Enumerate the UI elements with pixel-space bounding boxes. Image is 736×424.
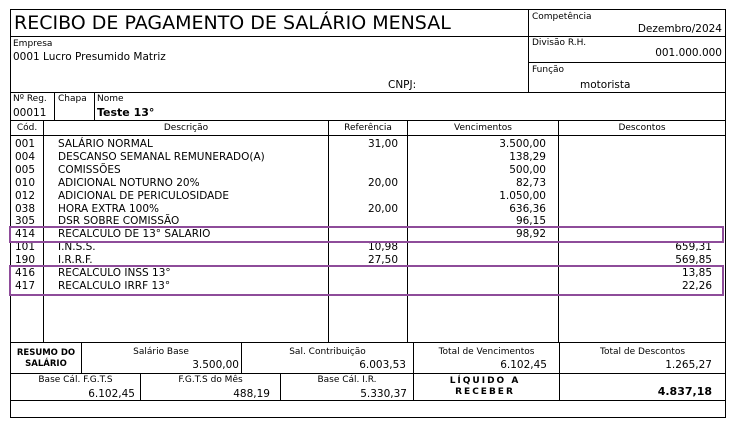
fgts-mes-label: F.G.T.S do Mês: [178, 375, 243, 385]
row-cod: 001: [15, 138, 36, 150]
funcao-label: Função: [532, 65, 565, 75]
reg-label: Nº Reg.: [13, 94, 47, 104]
row-cod: 004: [15, 151, 36, 163]
row-ref: 27,50: [367, 254, 398, 266]
row-cod: 012: [15, 190, 36, 202]
row-desc: I.N.S.S.: [58, 241, 96, 253]
row-cod: 190: [15, 254, 36, 266]
total-desc-value: 1.265,27: [665, 359, 712, 371]
col-header-descricao: Descrição: [163, 123, 209, 133]
row-venc: 500,00: [509, 164, 546, 176]
row-ref: 20,00: [367, 177, 398, 189]
row-ref: 10,98: [367, 241, 398, 253]
funcao-value: motorista: [580, 79, 631, 91]
row-desc: ADICIONAL NOTURNO 20%: [58, 177, 200, 189]
base-fgts-value: 6.102,45: [88, 388, 135, 400]
row-cod: 005: [15, 164, 36, 176]
col-header-vencimentos: Vencimentos: [454, 123, 512, 133]
row-cod: 417: [15, 280, 36, 292]
base-ir-label: Base Cál. I.R.: [317, 375, 377, 385]
row-desc: RECALCULO DE 13° SALARIO: [58, 228, 211, 240]
row-desc: DESCANSO SEMANAL REMUNERADO(A): [58, 151, 265, 163]
col-header-referencia: Referência: [344, 123, 392, 133]
total-desc-label: Total de Descontos: [599, 347, 686, 357]
highlight-box-13-salario: [9, 226, 724, 243]
divisao-label: Divisão R.H.: [532, 38, 587, 48]
liquido-label: LÍQUIDO A RECEBER: [449, 376, 521, 397]
salario-base-value: 3.500,00: [192, 359, 239, 371]
competencia-value: Dezembro/2024: [637, 23, 722, 35]
row-ref: 31,00: [367, 138, 398, 150]
sal-contrib-value: 6.003,53: [359, 359, 406, 371]
row-venc: 3.500,00: [499, 138, 546, 150]
row-ref: 20,00: [367, 203, 398, 215]
row-venc: 1.050,00: [499, 190, 546, 202]
row-cod: 010: [15, 177, 36, 189]
col-header-descontos: Descontos: [618, 123, 666, 133]
row-desconto: 659,31: [675, 241, 712, 253]
employee-name: Teste 13°: [97, 106, 155, 119]
chapa-label: Chapa: [58, 94, 87, 104]
divisao-value: 001.000.000: [655, 47, 722, 59]
salario-base-label: Salário Base: [133, 347, 189, 357]
row-venc: 98,92: [515, 228, 546, 240]
row-desc: RECALCULO INSS 13°: [58, 267, 171, 279]
row-venc: 138,29: [509, 151, 546, 163]
row-desc: COMISSÕES: [58, 164, 121, 176]
row-venc: 636,36: [509, 203, 546, 215]
cnpj-label: CNPJ:: [388, 79, 417, 91]
empresa-label: Empresa: [13, 39, 53, 49]
row-venc: 82,73: [515, 177, 546, 189]
row-desconto: 22,26: [681, 280, 712, 292]
row-desc: RECALCULO IRRF 13°: [58, 280, 171, 292]
row-desc: SALÁRIO NORMAL: [58, 138, 153, 150]
row-desc: ADICIONAL DE PERICULOSIDADE: [58, 190, 230, 202]
resumo-label: RESUMO DO SALÁRIO: [16, 348, 76, 369]
highlight-box-13-recalculos: [9, 265, 724, 296]
document-title: RECIBO DE PAGAMENTO DE SALÁRIO MENSAL: [14, 12, 451, 34]
row-cod: 305: [15, 215, 36, 227]
row-desc: I.R.R.F.: [58, 254, 93, 266]
base-ir-value: 5.330,37: [360, 388, 407, 400]
row-cod: 038: [15, 203, 36, 215]
nome-label: Nome: [97, 94, 124, 104]
row-venc: 96,15: [515, 215, 546, 227]
competencia-label: Competência: [532, 12, 592, 22]
total-venc-value: 6.102,45: [500, 359, 547, 371]
base-fgts-label: Base Cál. F.G.T.S: [38, 375, 113, 385]
row-desconto: 13,85: [681, 267, 712, 279]
total-venc-label: Total de Vencimentos: [438, 347, 535, 357]
row-desconto: 569,85: [675, 254, 712, 266]
row-desc: HORA EXTRA 100%: [58, 203, 160, 215]
sal-contrib-label: Sal. Contribuição: [289, 347, 366, 357]
row-cod: 101: [15, 241, 36, 253]
col-header-cod: Cód.: [16, 123, 38, 133]
row-cod: 414: [15, 228, 36, 240]
row-cod: 416: [15, 267, 36, 279]
row-desc: DSR SOBRE COMISSÃO: [58, 215, 180, 227]
fgts-mes-value: 488,19: [233, 388, 270, 400]
reg-value: 00011: [13, 107, 47, 119]
empresa-value: 0001 Lucro Presumido Matriz: [13, 51, 166, 63]
liquido-value: 4.837,18: [657, 385, 712, 398]
